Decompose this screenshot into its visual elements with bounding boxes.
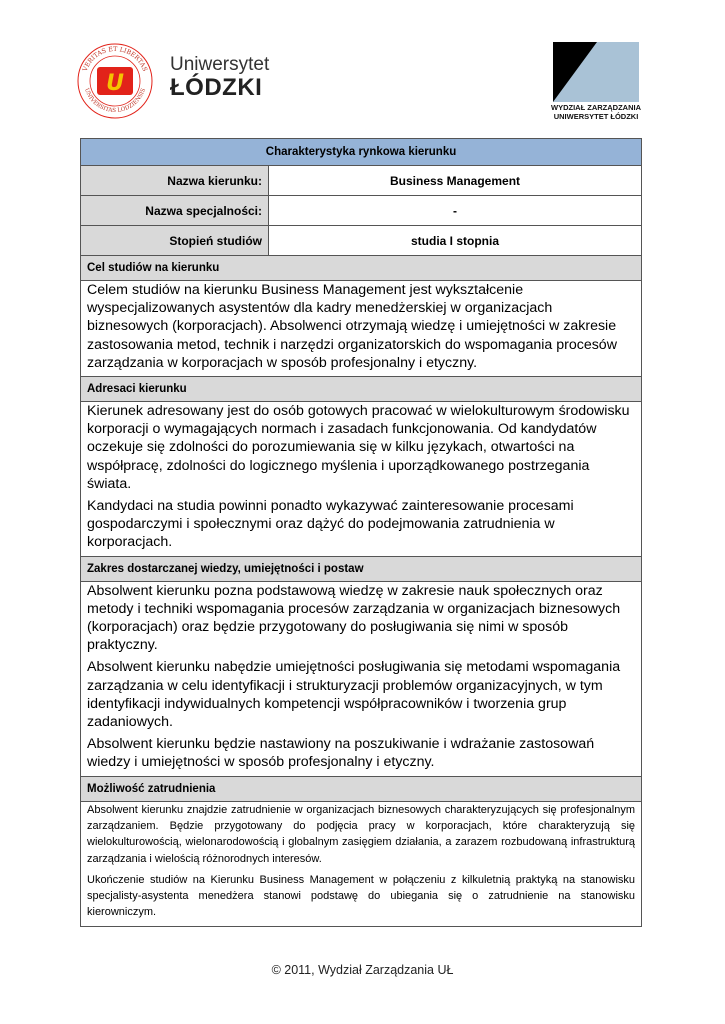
- section-body-zatrudnienie: [81, 801, 642, 926]
- university-wordmark: [170, 55, 269, 101]
- paragraph: Kierunek adresowany jest do osób gotowych pracować w wielokulturowym środowisku korporacji o wymagających normach i zasadach funkcjonowania. Od kandydatów oczekuje się zdolności do porozumiewania się w kilku językach, otwartości na współpracę, zdolności do logicznego myślenia i uporządkowanego postrzegania świata.: [87, 403, 630, 492]
- paragraph: Absolwent kierunku znajdzie zatrudnienie w organizacjach biznesowych charakteryzujących się profesjonalnym zarządzaniem. Będzie przygotowany do podjęcia pracy w korporacjach, które charakteryzują się wielokulturowością, wielonarodowością i globalnym zasięgiem działania, a zarazem rozbudowaną infrastrukturą zarządzania i wielością różnorodnych interesów.: [87, 803, 636, 865]
- table-row: [81, 196, 642, 226]
- page-header: [0, 0, 725, 135]
- table-title-row: [81, 139, 642, 166]
- field-label-specjalnosc: Nazwa specjalności:: [81, 196, 269, 226]
- svg-text:UNIVERSITAS LODZIENSIS: UNIVERSITAS LODZIENSIS: [83, 87, 147, 115]
- table-row: [81, 166, 642, 196]
- section-body-row: [81, 801, 642, 926]
- field-label-kierunek: Nazwa kierunku:: [81, 166, 269, 196]
- table-row: [81, 226, 642, 256]
- section-heading-row: [81, 256, 642, 281]
- section-heading-row: [81, 556, 642, 581]
- field-label-stopien: Stopień studiów: [81, 226, 269, 256]
- section-body-row: [81, 402, 642, 557]
- section-body-adresaci: [81, 402, 642, 557]
- field-value-kierunek: Business Management: [269, 166, 642, 196]
- table-title: Charakterystyka rynkowa kierunku: [81, 139, 642, 166]
- faculty-name: [548, 103, 644, 121]
- section-heading-row: [81, 377, 642, 402]
- svg-text:VERITAS ET LIBERTAS: VERITAS ET LIBERTAS: [81, 45, 149, 73]
- field-value-specjalnosc: -: [269, 196, 642, 226]
- section-heading-adresaci: Adresaci kierunku: [81, 377, 642, 402]
- section-body-cel: [81, 281, 642, 377]
- section-heading-zatrudnienie: Możliwość zatrudnienia: [81, 776, 642, 801]
- page-footer: © 2011, Wydział Zarządzania UŁ: [271, 963, 454, 977]
- university-seal-logo: [76, 42, 154, 120]
- field-value-stopien: studia I stopnia: [269, 226, 642, 256]
- university-name-line1: Uniwersytet: [170, 54, 270, 75]
- seal-letter: U: [106, 71, 124, 96]
- section-body-row: [81, 581, 642, 776]
- section-heading-cel: Cel studiów na kierunku: [81, 256, 642, 281]
- paragraph: Absolwent kierunku będzie nastawiony na poszukiwanie i wdrażanie zastosowań wiedzy i umiejętności w sposób profesjonalny i etyczny.: [87, 736, 595, 771]
- faculty-name-line1: WYDZIAŁ ZARZĄDZANIA: [551, 103, 641, 112]
- section-body-zakres: [81, 581, 642, 776]
- section-heading-zakres: Zakres dostarczanej wiedzy, umiejętności i postaw: [81, 556, 642, 581]
- paragraph: Absolwent kierunku nabędzie umiejętności posługiwania się metodami wspomagania zarządzania w celu identyfikacji i strukturyzacji problemów organizacyjnych, w tym identyfikacji indywidualnych kompetencji współpracowników i tworzenia grup zadaniowych.: [87, 659, 621, 731]
- paragraph: Absolwent kierunku pozna podstawową wiedzę w zakresie nauk społecznych oraz metody i techniki wspomagania procesów zarządzania w organizacjach biznesowych (korporacjach) oraz będzie przygotowany do posługiwania się nimi w sposób praktyczny.: [87, 582, 621, 654]
- section-body-row: [81, 281, 642, 377]
- university-name-line2: ŁÓDZKI: [170, 74, 263, 101]
- paragraph: Celem studiów na kierunku Business Management jest wykształcenie wyspecjalizowanych asystentów dla kadry menedżerskiej w organizacjach biznesowych (korporacjach). Absolwenci otrzymają wiedzę i umiejętności w zakresie zastosowania metod, technik i narzędzi organizatorskich do wspomagania procesów zarządzania w korporacjach w sposób profesjonalny i etyczny.: [87, 282, 617, 371]
- faculty-name-line2: UNIWERSYTET ŁÓDZKI: [553, 112, 639, 121]
- paragraph: Ukończenie studiów na Kierunku Business Management w połączeniu z kilkuletnią praktyką na stanowisku specjalisty-asystenta menedżera stanowi podstawę do ubiegania się o zatrudnienie na stanowisku kierowniczym.: [87, 873, 636, 919]
- paragraph: Kandydaci na studia powinni ponadto wykazywać zainteresowanie procesami gospodarczymi i społecznymi oraz dążyć do podejmowania zatrudnienia w korporacjach.: [87, 498, 574, 551]
- faculty-logo: [553, 42, 639, 102]
- section-heading-row: [81, 776, 642, 801]
- characteristics-table: [80, 138, 642, 927]
